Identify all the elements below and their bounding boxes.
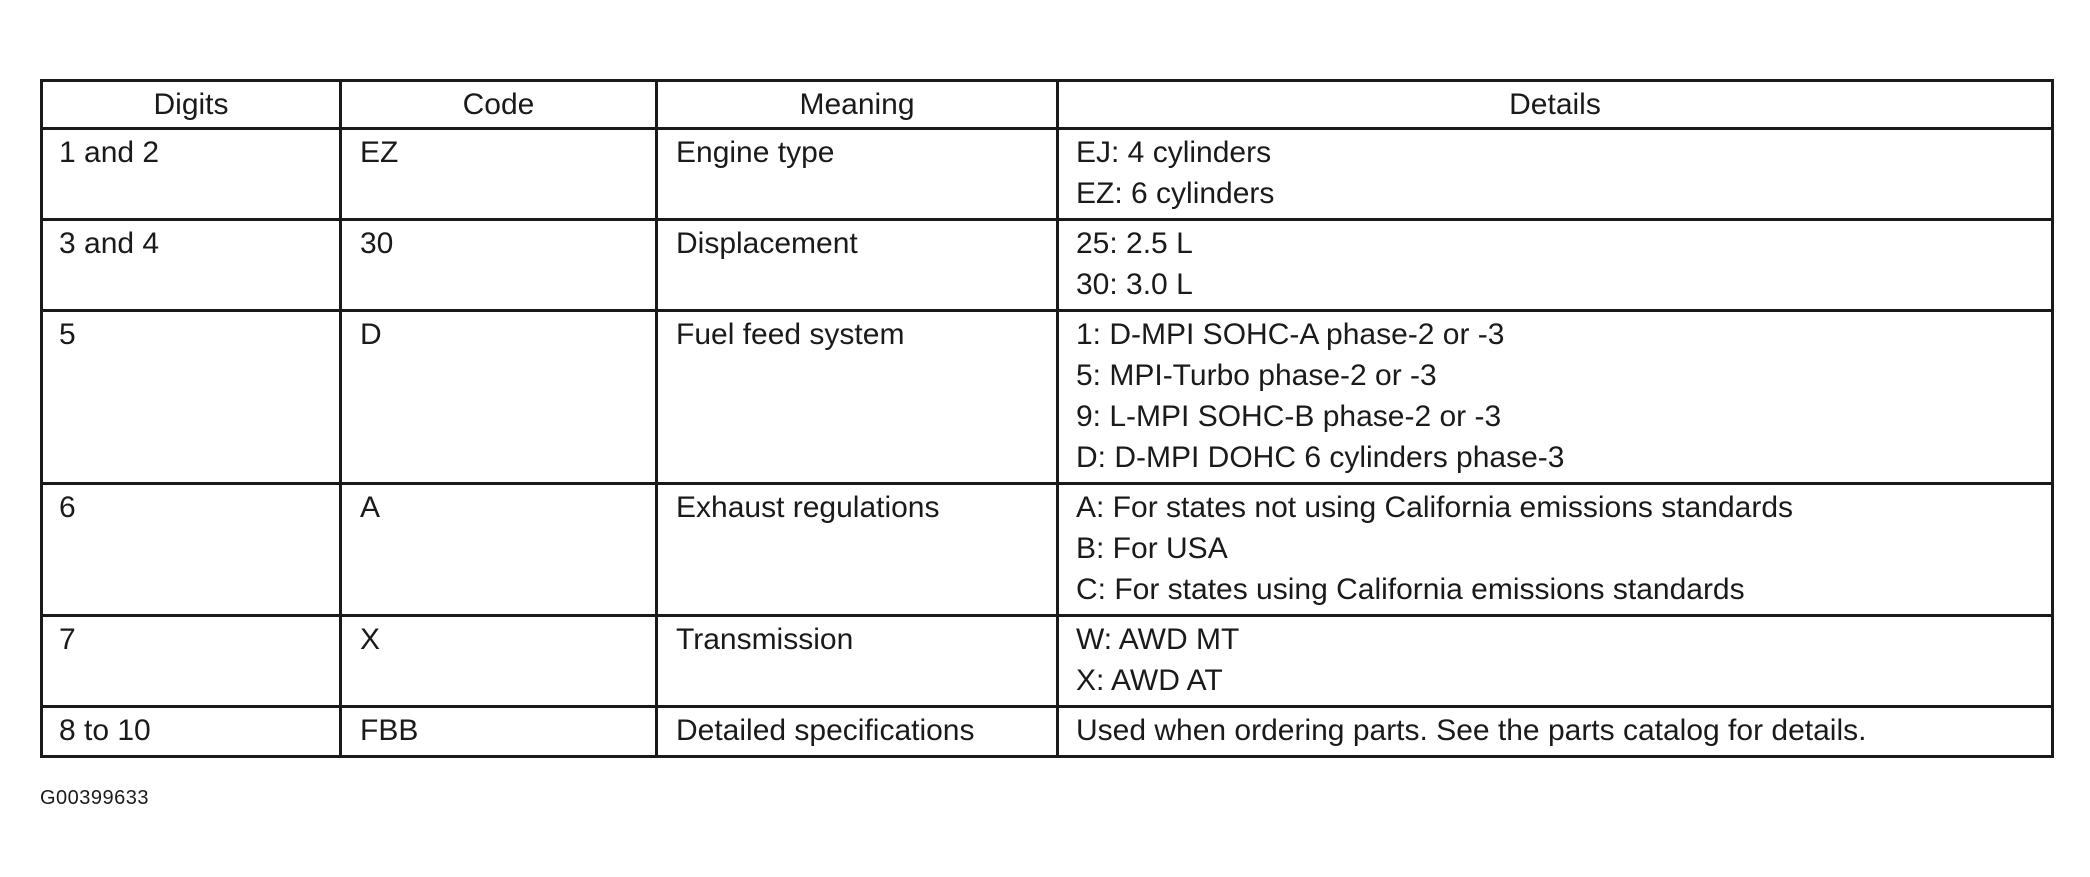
detail-line: A: For states not using California emissions standards bbox=[1076, 491, 1793, 524]
details-cell bbox=[1058, 484, 2053, 616]
digits-cell: 1 and 2 bbox=[42, 129, 341, 220]
digits-cell: 5 bbox=[42, 311, 341, 484]
engine-code-table bbox=[40, 79, 2054, 758]
table-row bbox=[42, 220, 2053, 311]
engine-code-table-container bbox=[40, 79, 2051, 758]
details-cell bbox=[1058, 311, 2053, 484]
meaning-cell: Displacement bbox=[657, 220, 1058, 311]
detail-line: Used when ordering parts. See the parts catalog for details. bbox=[1076, 714, 1867, 747]
digits-cell: 8 to 10 bbox=[42, 707, 341, 757]
column-header-code: Code bbox=[341, 81, 657, 129]
detail-line: C: For states using California emissions standards bbox=[1076, 573, 1745, 606]
table-row bbox=[42, 311, 2053, 484]
table-row bbox=[42, 616, 2053, 707]
digits-cell: 3 and 4 bbox=[42, 220, 341, 311]
detail-line: 5: MPI-Turbo phase-2 or -3 bbox=[1076, 359, 1437, 392]
detail-line: 30: 3.0 L bbox=[1076, 268, 1193, 301]
details-cell bbox=[1058, 616, 2053, 707]
meaning-cell: Fuel feed system bbox=[657, 311, 1058, 484]
code-cell: EZ bbox=[341, 129, 657, 220]
meaning-cell: Engine type bbox=[657, 129, 1058, 220]
meaning-cell: Detailed specifications bbox=[657, 707, 1058, 757]
figure-id-label: G00399633 bbox=[40, 787, 150, 809]
column-header-meaning: Meaning bbox=[657, 81, 1058, 129]
table-row bbox=[42, 707, 2053, 757]
detail-line: EJ: 4 cylinders bbox=[1076, 136, 1272, 169]
code-cell: X bbox=[341, 616, 657, 707]
meaning-cell: Transmission bbox=[657, 616, 1058, 707]
code-cell: FBB bbox=[341, 707, 657, 757]
details-cell bbox=[1058, 129, 2053, 220]
detail-line: EZ: 6 cylinders bbox=[1076, 177, 1275, 210]
column-header-digits: Digits bbox=[42, 81, 341, 129]
meaning-cell: Exhaust regulations bbox=[657, 484, 1058, 616]
detail-line: 1: D-MPI SOHC-A phase-2 or -3 bbox=[1076, 318, 1505, 351]
detail-line: 9: L-MPI SOHC-B phase-2 or -3 bbox=[1076, 400, 1502, 433]
digits-cell: 7 bbox=[42, 616, 341, 707]
details-cell bbox=[1058, 220, 2053, 311]
detail-line: W: AWD MT bbox=[1076, 623, 1240, 656]
detail-line: X: AWD AT bbox=[1076, 664, 1223, 697]
detail-line: D: D-MPI DOHC 6 cylinders phase-3 bbox=[1076, 441, 1565, 474]
table-header-row bbox=[42, 81, 2053, 129]
table-row bbox=[42, 484, 2053, 616]
digits-cell: 6 bbox=[42, 484, 341, 616]
column-header-details: Details bbox=[1058, 81, 2053, 129]
code-cell: D bbox=[341, 311, 657, 484]
code-cell: 30 bbox=[341, 220, 657, 311]
table-row bbox=[42, 129, 2053, 220]
detail-line: B: For USA bbox=[1076, 532, 1228, 565]
detail-line: 25: 2.5 L bbox=[1076, 227, 1193, 260]
details-cell bbox=[1058, 707, 2053, 757]
code-cell: A bbox=[341, 484, 657, 616]
